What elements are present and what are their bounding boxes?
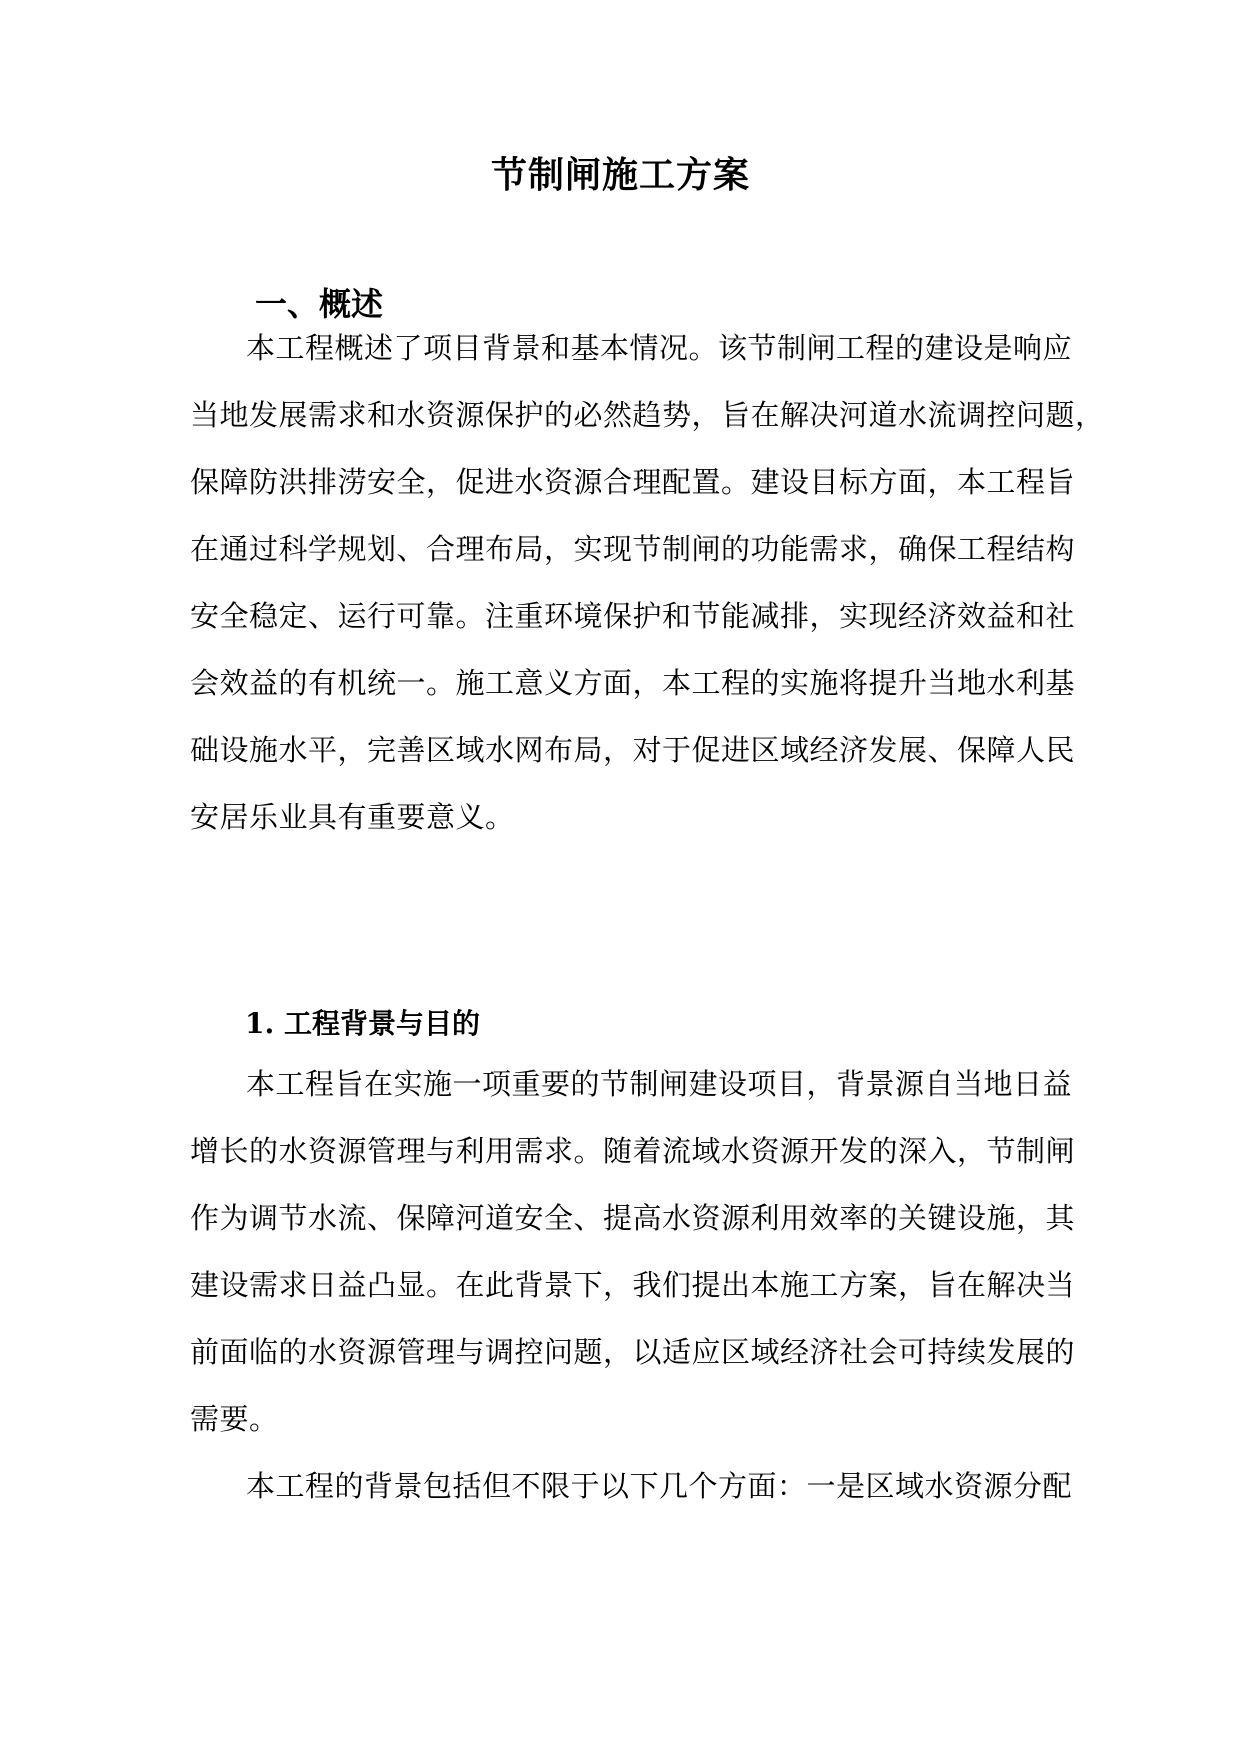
paragraph-line: 安居乐业具有重要意义。 xyxy=(190,800,515,834)
paragraph-line: 增长的水资源管理与利用需求。随着流域水资源开发的深入，节制闸 xyxy=(190,1134,1076,1168)
section-heading-overview: 一、概述 xyxy=(255,285,384,323)
paragraph-line: 作为调节水流、保障河道安全、提高水资源利用效率的关键设施，其 xyxy=(190,1201,1076,1235)
paragraph-line: 本工程概述了项目背景和基本情况。该节制闸工程的建设是响应 xyxy=(246,331,1073,365)
paragraph-line: 在通过科学规划、合理布局，实现节制闸的功能需求，确保工程结构 xyxy=(190,532,1076,566)
paragraph-line: 本工程旨在实施一项重要的节制闸建设项目，背景源自当地日益 xyxy=(246,1067,1073,1101)
paragraph-line: 安全稳定、运行可靠。注重环境保护和节能减排，实现经济效益和社 xyxy=(190,599,1076,633)
paragraph-line: 当地发展需求和水资源保护的必然趋势，旨在解决河道水流调控问题， xyxy=(190,398,1105,432)
subsection-heading-background: 1. 工程背景与目的 xyxy=(245,1007,480,1040)
paragraph-line: 前面临的水资源管理与调控问题，以适应区域经济社会可持续发展的 xyxy=(190,1335,1076,1369)
paragraph-line: 础设施水平，完善区域水网布局，对于促进区域经济发展、保障人民 xyxy=(190,733,1076,767)
document-title: 节制闸施工方案 xyxy=(490,154,750,196)
paragraph-line: 建设需求日益凸显。在此背景下，我们提出本施工方案，旨在解决当 xyxy=(190,1268,1076,1302)
paragraph-line: 需要。 xyxy=(190,1402,279,1436)
paragraph-line: 会效益的有机统一。施工意义方面，本工程的实施将提升当地水利基 xyxy=(190,666,1076,700)
paragraph-line: 保障防洪排涝安全，促进水资源合理配置。建设目标方面，本工程旨 xyxy=(190,465,1076,499)
paragraph-line: 本工程的背景包括但不限于以下几个方面：一是区域水资源分配 xyxy=(246,1469,1073,1503)
